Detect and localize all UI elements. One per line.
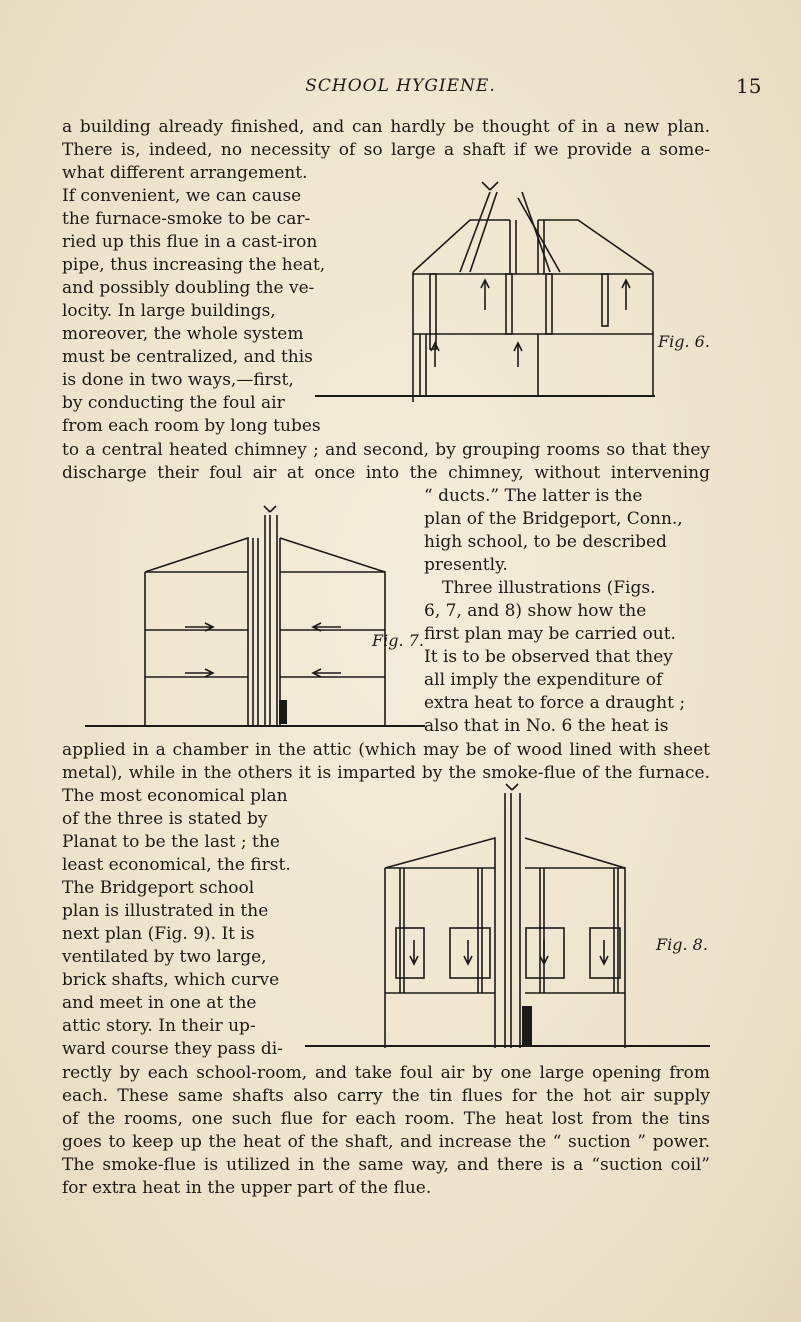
text-line: least economical, the first.: [62, 855, 291, 875]
text-line: first plan may be carried out.: [424, 624, 676, 644]
text-line: all imply the expenditure of: [424, 670, 663, 690]
text-line: goes to keep up the heat of the shaft, and increase the “ suction ” power.: [62, 1132, 710, 1152]
text-line: discharge their foul air at once into the chimney, without intervening: [62, 463, 710, 483]
text-line: from each room by long tubes: [62, 416, 321, 436]
text-line: what different arrangement.: [62, 163, 308, 183]
text-line: each. These same shafts also carry the tin flues for the hot air supply: [62, 1086, 710, 1106]
text-line: high school, to be described: [424, 532, 667, 552]
text-line: attic story. In their up-: [62, 1016, 256, 1036]
text-line: Planat to be the last ; the: [62, 832, 280, 852]
text-line: to a central heated chimney ; and second, by grouping rooms so that they: [62, 440, 710, 460]
figure-8-illustration: [300, 778, 720, 1056]
figure-7-label: Fig. 7.: [372, 631, 424, 650]
text-line: next plan (Fig. 9). It is: [62, 924, 255, 944]
text-line: The smoke-flue is utilized in the same way, and there is a “suction coil”: [62, 1155, 710, 1175]
text-line: moreover, the whole system: [62, 324, 304, 344]
text-line: metal), while in the others it is imparted by the smoke-flue of the furnace.: [62, 763, 710, 783]
text-line: The Bridgeport school: [62, 878, 255, 898]
running-header: SCHOOL HYGIENE.: [305, 76, 496, 96]
text-line: If convenient, we can cause: [62, 186, 302, 206]
text-line: the furnace-smoke to be car-: [62, 209, 311, 229]
text-line: of the three is stated by: [62, 809, 268, 829]
text-line: locity. In large buildings,: [62, 301, 276, 321]
text-line: There is, indeed, no necessity of so large a shaft if we provide a some-: [62, 140, 710, 160]
figure-7-illustration: [80, 500, 425, 730]
text-line: ried up this flue in a cast-iron: [62, 232, 318, 252]
text-line: plan is illustrated in the: [62, 901, 269, 921]
text-line: ventilated by two large,: [62, 947, 267, 967]
text-line: applied in a chamber in the attic (which may be of wood lined with sheet: [62, 740, 710, 760]
text-line: rectly by each school-room, and take foul air by one large opening from: [62, 1063, 710, 1083]
text-line: for extra heat in the upper part of the flue.: [62, 1178, 432, 1198]
text-line: is done in two ways,—first,: [62, 370, 294, 390]
text-line: pipe, thus increasing the heat,: [62, 255, 326, 275]
text-line: Three illustrations (Figs.: [442, 578, 656, 598]
page-number: 15: [736, 74, 762, 98]
text-line: brick shafts, which curve: [62, 970, 280, 990]
text-line: by conducting the foul air: [62, 393, 285, 413]
text-line: must be centralized, and this: [62, 347, 313, 367]
text-line: It is to be observed that they: [424, 647, 673, 667]
figure-6-label: Fig. 6.: [658, 332, 710, 351]
text-line: plan of the Bridgeport, Conn.,: [424, 509, 683, 529]
figure-6-illustration: [310, 162, 660, 444]
text-line: of the rooms, one such flue for each room. The heat lost from the tins: [62, 1109, 710, 1129]
text-line: The most economical plan: [62, 786, 288, 806]
text-line: a building already finished, and can hardly be thought of in a new plan.: [62, 117, 710, 137]
text-line: extra heat to force a draught ;: [424, 693, 686, 713]
text-line: and possibly doubling the ve-: [62, 278, 315, 298]
text-line: ward course they pass di-: [62, 1039, 283, 1059]
text-line: and meet in one at the: [62, 993, 257, 1013]
text-line: also that in No. 6 the heat is: [424, 716, 669, 736]
text-line: 6, 7, and 8) show how the: [424, 601, 647, 621]
figure-8-label: Fig. 8.: [656, 935, 708, 954]
text-line: “ ducts.” The latter is the: [424, 486, 643, 506]
text-line: presently.: [424, 555, 508, 575]
